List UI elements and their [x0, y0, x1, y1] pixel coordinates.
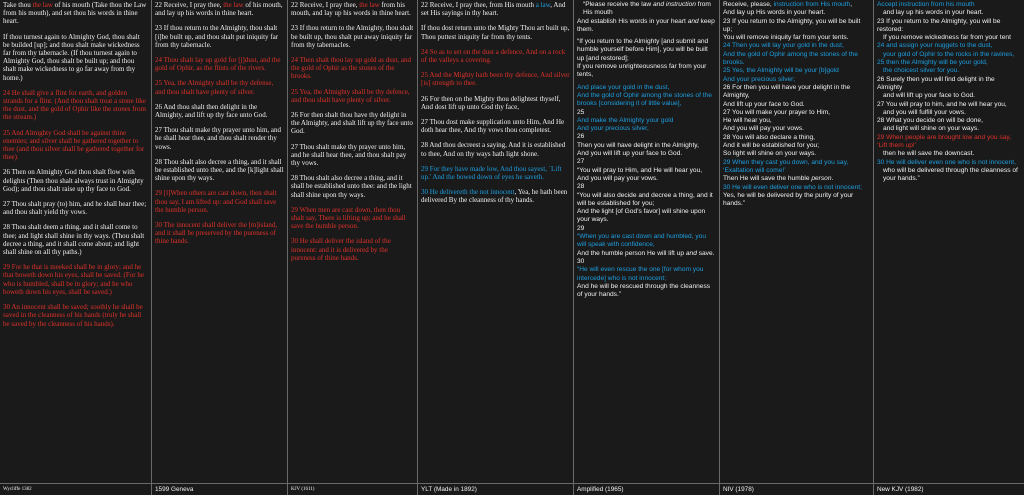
column-footer: Amplified (1965): [574, 483, 719, 495]
verse-30: 30 The innocent shall deliver the [m]island, and it shall be preserved by the pureness of thine hands.: [155, 221, 278, 246]
verse-line: and you will fulfill your vows.: [883, 108, 966, 116]
verse-number: 29: [577, 224, 585, 232]
verse-25: 25 Yea, the Almighty shall be thy defense, and thou shalt have plenty of silver.: [155, 79, 274, 96]
verse-line: And you will lift up your face to God.: [577, 150, 683, 158]
verse-30: 30 He delivereth the not innocent, Yea, he hath been delivered By the cleanness of thy hands.: [421, 188, 568, 205]
verse-line: And the gold of Ophir among the stones of the brooks [considering it of little value],: [577, 91, 712, 108]
verse-24: 24 Thou shalt lay up gold for [j]dust, and the gold of Ophir, as the flints of the rivers.: [155, 56, 281, 73]
column-niv-1978: [720, 0, 874, 495]
verse-line: 25 Yes, the Almighty will be your [b]gold: [723, 67, 839, 75]
verse-number: 26: [577, 133, 585, 141]
verse-line: “When you are cast down and humbled, you will speak with confidence,: [577, 233, 707, 249]
verse-29: 29 [l]When others are cast down, then shalt thou say, I am lifted up: and God shall save the humble person.: [155, 189, 277, 214]
column-footer: New KJV (1982): [874, 483, 1024, 495]
verse-24: 24 He shall give a flint for earth, and golden strands for a flint. (And thou shalt treat a stone like the dust, and the gold of Ophir like the stones from the stream.): [3, 88, 146, 122]
verse-line: and light will shine on your ways.: [883, 125, 980, 133]
verse-27: 27 Thou shalt make thy prayer unto him, and he shall hear thee, and thou shalt pay thy vows.: [291, 142, 407, 168]
verse-29: 29 When men are cast down, then thou shalt say, There is lifting up; and he shall save the humble person.: [291, 205, 406, 231]
verse-30: 30 An innocent shall be saved; soothly he shall be saved in the cleanness of his hands (truly he shall be saved by the cleanness of his hands).: [3, 303, 143, 328]
verse-26: 26 And thou shalt then delight in the Almighty, and lift up thy face unto God.: [155, 102, 268, 120]
verse-28: 28 Thou shalt deem a thing, and it shall come to thee; and light shall shine in thy ways. (Thou shalt decree a thing, and it shall come about; and light shall shine on all thy paths.): [3, 223, 145, 257]
verse-27: 27 Thou shalt pray (to) him, and he shall hear thee; and thou shalt yield thy vows.: [3, 200, 147, 217]
verse-line: 28 You will also declare a thing,: [723, 133, 816, 141]
verse-line: And the light [of God’s favor] will shine upon your ways.: [577, 208, 706, 224]
verse-line: And establish His words in your heart and keep them.: [577, 17, 715, 33]
verse-line: who will be delivered through the cleanness of your hands.”: [883, 166, 1018, 183]
verse-line: the choicest silver for you.: [883, 67, 960, 75]
column-footer: KJV (1611): [288, 483, 417, 495]
column-text: [874, 0, 1024, 483]
verse-line: 26 For then you will have your delight in the Almighty,: [723, 83, 851, 100]
verse-line: 25 then the Almighty will be your gold,: [877, 59, 988, 67]
verse-25: 25 Yea, the Almighty shall be thy defence, and thou shalt have plenty of silver.: [291, 87, 410, 104]
verse-23: 23 If thou return to the Almighty, thou shalt [i]be built up, and thou shalt put iniquity far from thy tabernacle.: [155, 24, 279, 49]
verse-line: So light will shine on your ways.: [723, 150, 817, 158]
verse-line: 30 He will deliver even one who is not innocent,: [877, 158, 1016, 166]
verse-29: 29 For he that is meeked shall be in glory; and he that boweth down his eyes, shall be saved. (For he who is humbled, shall be in glory; and he who boweth down his eyes, shall be saved.): [3, 263, 144, 296]
verse-23: If thou turnest again to Almighty God, thou shalt be builded [up]; and thou shalt make wickedness far from thy tabernacle. (If thou turnest again to Almighty God, thou shalt be built up; and thou shalt make wickedness to go far away from thy home.): [3, 32, 140, 82]
column-footer: 1599 Geneva: [152, 483, 287, 495]
verse-line: Yes, he will be delivered by the purity of your hands.”: [723, 191, 854, 208]
verse-24: 24 So as to set on the dust a defence, And on a rock of the valleys a covering.: [421, 47, 566, 65]
verse-27: 27 Thou dost make supplication unto Him, And He doth hear thee, And thy vows thou completest.: [421, 118, 565, 135]
column-footer: YLT (Made in 1892): [418, 483, 573, 495]
verse-line: “You will also decide and decree a thing, and it will be established for you;: [577, 191, 713, 207]
verse-line: 23 If you return to the Almighty, you will be restored:: [877, 17, 1001, 33]
verse-line: And it will be established for you;: [723, 142, 820, 150]
verse-line: 27 You will pray to him, and he will hear you,: [877, 100, 1007, 108]
verse-line: And you will pay your vows.: [577, 174, 658, 182]
column-footer: NIV (1978): [720, 483, 873, 495]
verse-line: 24 and assign your nuggets to the dust,: [877, 42, 993, 50]
verse-line: If you remove wickedness far from your tent: [883, 34, 1011, 42]
verse-line: “Please receive the law and instruction from His mouth: [583, 1, 711, 17]
verse-line: 24 Then you will lay your gold in the dust,: [723, 42, 844, 50]
verse-line: “You will pray to Him, and He will hear you,: [577, 166, 703, 174]
verse-28: 28 Thou shalt also decree a thing, and it shall be established unto thee, and the [k]light shall shine upon thy ways.: [155, 157, 284, 183]
verse-22: 22 Receive, I pray thee, the law of his mouth, and lay up his words in thine heart.: [155, 1, 283, 18]
verse-line: And lay up His words in your heart.: [723, 9, 826, 17]
column-text: [0, 0, 151, 483]
verse-line: And make the Almighty your gold: [577, 116, 674, 124]
verse-number: 27: [577, 158, 585, 166]
verse-line: 29 When people are brought low and you say, ‘Lift them up!’: [877, 133, 1012, 150]
verse-27: 27 Thou shalt make thy prayer unto him, and he shall hear thee, and thou shalt render thy vows.: [155, 126, 282, 151]
verse-line: Accept instruction from his mouth: [877, 1, 975, 8]
verse-22: 22 Receive, I pray thee, the law from his mouth, and lay up his words in thine heart.: [291, 1, 411, 18]
verse-line: Receive, please, instruction from His mouth,: [723, 1, 853, 8]
verse-24: 24 Then shalt thou lay up gold as dust, and the gold of Ophir as the stones of the brooks.: [291, 56, 412, 81]
verse-number: 28: [577, 183, 585, 191]
verse-25: 25 And the Mighty hath been thy defence, And silver [is] strength to thee.: [421, 71, 570, 88]
verse-line: “If you return to the Almighty [and submit and humble yourself before Him], you will be built up [and restored];: [577, 38, 709, 62]
verse-28: 28 And thou decreest a saying, And it is established to thee, And on thy ways hath light shone.: [421, 141, 566, 158]
verse-22: 22 Receive, I pray thee, from His mouth a law, And set His sayings in thy heart.: [421, 1, 566, 18]
verse-line: “He will even rescue the one [for whom you intercede] who is not innocent;: [577, 266, 704, 282]
verse-line: 29 When they cast you down, and you say, ‘Exaltation will come!’: [723, 158, 849, 174]
verse-26: 26 For then shalt thou have thy delight in the Almighty, and shalt lift up thy face unto God.: [291, 111, 413, 136]
verse-line: 23 If you return to the Almighty, you will be built up;: [723, 17, 861, 33]
column-footer: Wycliffe 1382: [0, 483, 151, 495]
column-text: [418, 0, 573, 483]
verse-29: 29 For they have made low, And thou sayest, `Lift up.' And the bowed down of eyes he saveth.: [421, 164, 562, 182]
column-geneva-1599: [152, 0, 288, 495]
column-text: [152, 0, 287, 483]
verse-23: If thou dost return unto the Mighty Thou art built up, Thou puttest iniquity far from thy tents.: [421, 24, 570, 41]
verse-line: And place your gold in the dust,: [577, 83, 670, 91]
verse-22: Take thou the law of his mouth (Take thou the Law from his mouth), and set thou his words in thine heart.: [3, 1, 147, 26]
verse-line: and lay up his words in your heart.: [883, 9, 984, 17]
verse-26: 26 Then on Almighty God thou shalt flow with delights (Then thou shalt always trust in Almighty God); and thou shalt raise up thy face to God.: [3, 168, 144, 193]
verse-line: And the humble person He will lift up and save.: [577, 249, 715, 257]
column-amplified-1965: [574, 0, 720, 495]
verse-line: And he will be rescued through the cleanness of your hands.”: [577, 282, 711, 299]
verse-line: And your precious silver,: [577, 125, 649, 133]
verse-line: 27 You will make your prayer to Him,: [723, 108, 831, 116]
verse-line: And you will pay your vows.: [723, 125, 804, 133]
verse-23: 23 If thou return to the Almighty, thou shalt be built up, thou shalt put away iniquity far from thy tabernacles.: [291, 24, 414, 49]
verse-line: He will hear you,: [723, 117, 772, 125]
verse-25: 25 And Almighty God shall be against thine enemies; and silver shall be gathered together to thee (and thou silver shall be gathered together for thee).: [3, 128, 145, 162]
column-text: [720, 0, 873, 483]
verse-line: And your precious silver;: [723, 75, 796, 83]
verse-number: 30: [577, 257, 585, 265]
column-kjv-1611: [288, 0, 418, 495]
column-new-kjv-1982: [874, 0, 1024, 495]
verse-30: 30 He shall deliver the island of the innocent: and it is delivered by the pureness of thine hands.: [291, 237, 391, 262]
verse-28: 28 Thou shalt also decree a thing, and it shall be established unto thee: and the light shall shine upon thy ways.: [291, 174, 412, 199]
verse-number: 25: [577, 108, 585, 116]
column-wycliffe: [0, 0, 152, 495]
column-text: [288, 0, 417, 483]
verse-line: and will lift up your face to God.: [883, 92, 975, 100]
verse-line: 28 What you decide on will be done,: [877, 117, 983, 125]
verse-line: And the gold of Ophir among the stones of the brooks.: [723, 50, 858, 67]
column-ylt-1892: [418, 0, 574, 495]
verse-line: You will remove iniquity far from your tents.: [723, 34, 849, 42]
verse-line: 26 Surely then you will find delight in the Almighty: [877, 75, 995, 91]
verse-line: your gold of Ophir to the rocks in the ravines,: [883, 50, 1015, 58]
verse-line: Then He will save the humble person.: [723, 175, 834, 183]
verse-26: 26 For then on the Mighty thou delightest thyself, And dost lift up unto God thy face,: [421, 94, 561, 111]
verse-line: If you remove unrighteousness far from your tents,: [577, 63, 707, 79]
verse-line: then he will save the downcast.: [883, 150, 975, 158]
verse-line: And lift up your face to God.: [723, 100, 805, 108]
verse-line: 30 He will even deliver one who is not innocent;: [723, 183, 862, 191]
column-text: [574, 0, 719, 483]
verse-line: Then you will have delight in the Almighty,: [577, 141, 699, 149]
